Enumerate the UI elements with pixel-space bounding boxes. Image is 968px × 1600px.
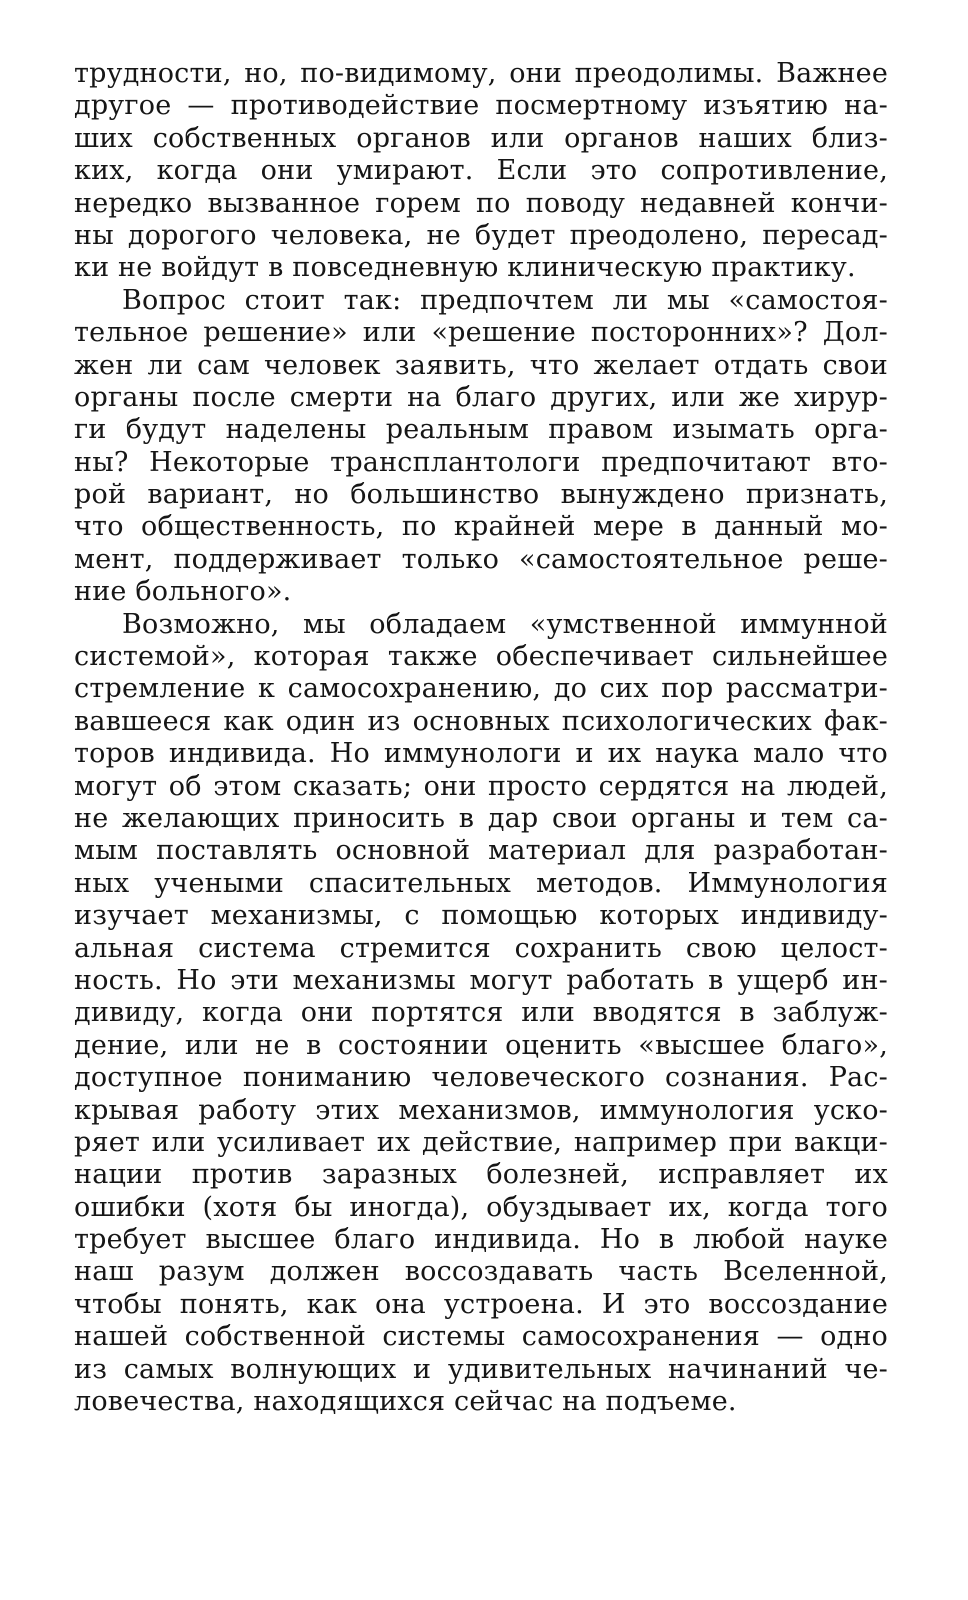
page-text-block — [74, 58, 888, 1418]
text-line: доступное пониманию человеческого сознания. Рас- — [74, 1062, 888, 1094]
text-line: наш разум должен воссоздавать часть Вселенной, — [74, 1256, 888, 1288]
text-line: крывая работу этих механизмов, иммунология уско- — [74, 1094, 888, 1126]
text-line: ны? Некоторые трансплантологи предпочитают вто- — [74, 446, 888, 478]
text-line: из самых волнующих и удивительных начинаний че- — [74, 1353, 888, 1385]
text-line: ны дорогого человека, не будет преодолено, пересад- — [74, 219, 888, 251]
text-line: Вопрос стоит так: предпочтем ли мы «самостоя- — [122, 284, 888, 316]
text-line: дение, или не в состоянии оценить «высшее благо», — [74, 1029, 888, 1061]
text-line: рой вариант, но большинство вынуждено признать, — [74, 479, 888, 511]
text-line: ки не войдут в повседневную клиническую практику. — [74, 252, 856, 284]
text-line: могут об этом сказать; они просто сердятся на людей, — [74, 770, 888, 802]
text-line: торов индивида. Но иммунологи и их наука мало что — [74, 738, 888, 770]
text-line: тельное решение» или «решение посторонних»? Дол- — [74, 317, 888, 349]
text-line: изучает механизмы, с помощью которых индивиду- — [74, 900, 888, 932]
text-line: нередко вызванное горем по поводу недавней кончи- — [74, 187, 888, 219]
text-line: вавшееся как один из основных психологических фак- — [74, 705, 888, 737]
text-line: органы после смерти на благо других, или же хирур- — [74, 381, 888, 413]
text-line: не желающих приносить в дар свои органы и тем са- — [74, 802, 888, 834]
text-line: альная система стремится сохранить свою целост- — [74, 932, 888, 964]
text-line: мым поставлять основной материал для разработан- — [74, 835, 888, 867]
text-line: ших собственных органов или органов наших близ- — [74, 122, 888, 154]
text-line: ги будут наделены реальным правом изымать орга- — [74, 414, 888, 446]
text-line: что общественность, по крайней мере в данный мо- — [74, 511, 888, 543]
text-line: трудности, но, по-видимому, они преодолимы. Важнее — [74, 58, 888, 89]
text-line: жен ли сам человек заявить, что желает отдать свои — [74, 349, 888, 381]
text-line: мент, поддерживает только «самостоятельное реше- — [74, 543, 888, 575]
text-line: ошибки (хотя бы иногда), обуздывает их, когда того — [74, 1191, 888, 1223]
text-line: ких, когда они умирают. Если это сопротивление, — [74, 155, 888, 187]
text-line: дивиду, когда они портятся или вводятся в заблуж- — [74, 997, 888, 1029]
text-line: требует высшее благо индивида. Но в любой науке — [74, 1224, 888, 1256]
paragraph-3 — [74, 609, 888, 1419]
text-line: чтобы понять, как она устроена. И это воссоздание — [74, 1288, 888, 1320]
text-line: Возможно, мы обладаем «умственной иммунной — [122, 608, 888, 640]
text-line: ряет или усиливает их действие, например при вакци- — [74, 1126, 888, 1158]
text-line: системой», которая также обеспечивает сильнейшее — [74, 641, 888, 673]
text-line: ловечества, находящихся сейчас на подъеме. — [74, 1386, 737, 1418]
text-line: нации против заразных болезней, исправляет их — [74, 1159, 888, 1191]
text-line: другое — противодействие посмертному изъятию на- — [74, 90, 888, 122]
text-line: ных учеными спасительных методов. Иммунология — [74, 867, 888, 899]
paragraph-2 — [74, 285, 888, 609]
text-line: нашей собственной системы самосохранения — одно — [74, 1321, 888, 1353]
text-line: ность. Но эти механизмы могут работать в ущерб ин- — [74, 964, 888, 996]
paragraph-1 — [74, 58, 888, 285]
text-line: ние больного». — [74, 576, 292, 608]
text-line: стремление к самосохранению, до сих пор рассматри- — [74, 673, 888, 705]
